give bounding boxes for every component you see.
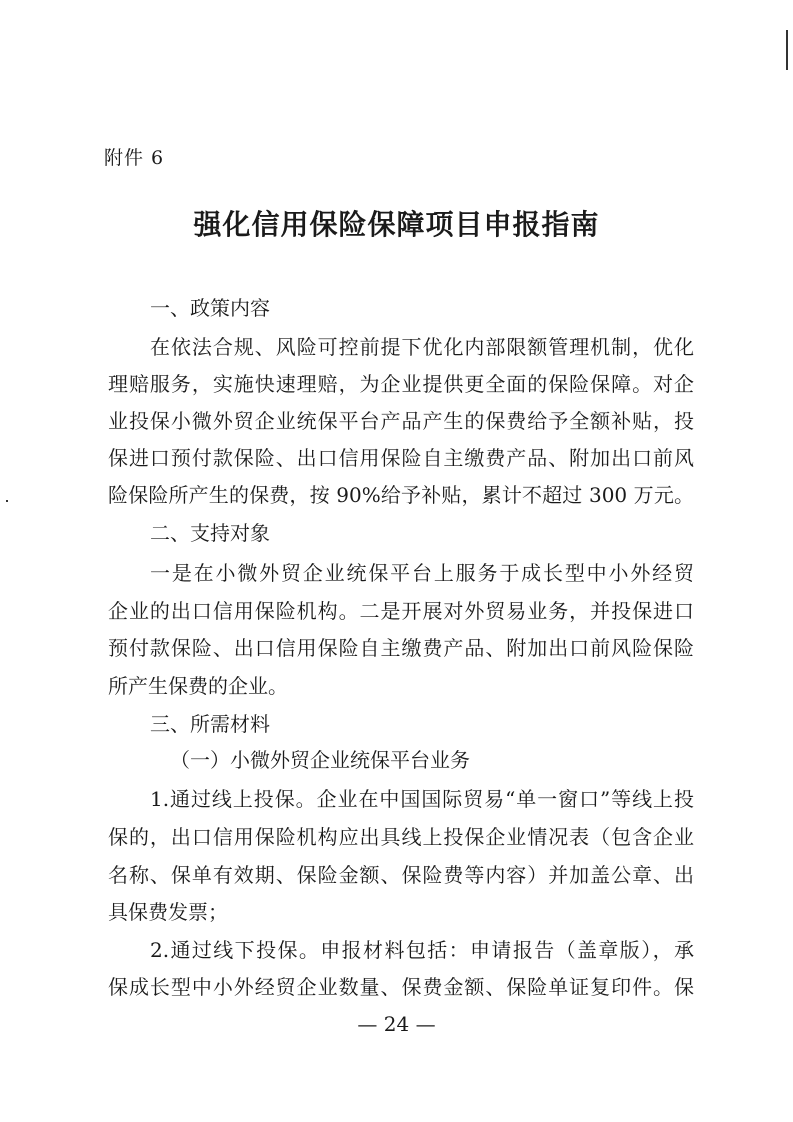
paragraph-line: 1.通过线上投保。企业在中国国际贸易“单一窗口”等线上投 bbox=[150, 787, 694, 811]
paragraph-line: 保进口预付款保险、出口信用保险自主缴费产品、附加出口前风 bbox=[108, 446, 694, 470]
paragraph-line: 一是在小微外贸企业统保平台上服务于成长型中小外经贸 bbox=[150, 561, 694, 585]
paragraph-line: 预付款保险、出口信用保险自主缴费产品、附加出口前风险保险 bbox=[108, 636, 694, 660]
annex-label: 附件 6 bbox=[104, 147, 165, 169]
section-heading-support-targets: 二、支持对象 bbox=[150, 521, 270, 545]
paragraph-line: 在依法合规、风险可控前提下优化内部限额管理机制，优化 bbox=[150, 335, 694, 359]
document-title: 强化信用保险保障项目申报指南 bbox=[193, 208, 600, 241]
section-heading-materials: 三、所需材料 bbox=[150, 712, 270, 736]
paragraph-line: 理赔服务，实施快速理赔，为企业提供更全面的保险保障。对企 bbox=[108, 372, 694, 396]
paragraph-line: 保成长型中小外经贸企业数量、保费金额、保险单证复印件。保 bbox=[108, 975, 694, 999]
paragraph-line: 2.通过线下投保。申报材料包括：申请报告（盖章版），承 bbox=[150, 938, 694, 962]
scan-edge-mark bbox=[786, 30, 788, 70]
section-heading-policy: 一、政策内容 bbox=[150, 296, 270, 320]
subsection-heading: （一）小微外贸企业统保平台业务 bbox=[170, 748, 470, 772]
paragraph-line: 所产生保费的企业。 bbox=[108, 674, 288, 698]
paragraph-line: 具保费发票； bbox=[108, 900, 228, 924]
paragraph-line: 企业的出口信用保险机构。二是开展对外贸易业务，并投保进口 bbox=[108, 599, 694, 623]
paragraph-line: 险保险所产生的保费，按 90%给予补贴，累计不超过 300 万元。 bbox=[108, 483, 694, 507]
paragraph-line: 保的，出口信用保险机构应出具线上投保企业情况表（包含企业 bbox=[108, 825, 694, 849]
paragraph-line: 业投保小微外贸企业统保平台产品产生的保费给予全额补贴，投 bbox=[108, 409, 694, 433]
scan-dot bbox=[6, 500, 8, 502]
paragraph-line: 名称、保单有效期、保险金额、保险费等内容）并加盖公章、出 bbox=[108, 863, 694, 887]
page-number: — 24 — bbox=[357, 1012, 436, 1036]
